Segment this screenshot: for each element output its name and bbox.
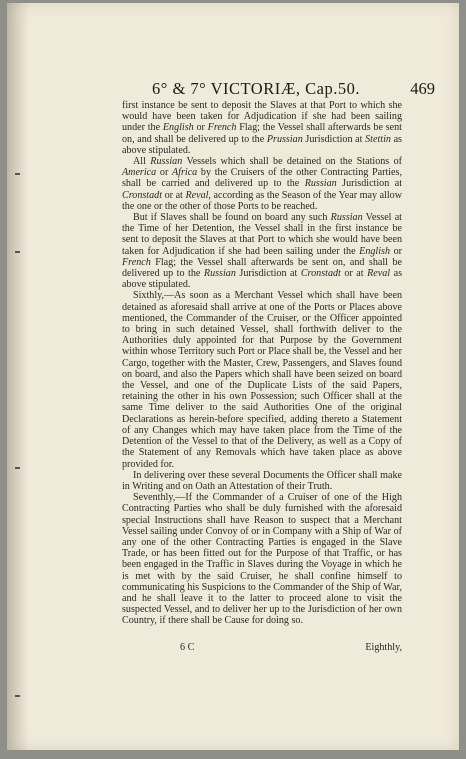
paragraph: Seventhly,—If the Commander of a Cruiser of one of the High Contracting Parties who shall be duly furnished with the aforesaid special Instructions shall have Reason to suspect that a Merchant Vessel sailing under Convoy of or in Company with a Ship of War of any one of the other Contracting Parties is engaged in the Slave Trade, or has been fitted out for the Purpose of that Traffic, or has been engaged in the Traffic in Slaves during the Voyage in which he is met with by the said Cruiser, he shall confine himself to communicating his Suspicions to the Commander of the Ship of War, and he shall leave it to the latter to proceed alone to visit the suspected Vessel, and to deliver her up to the Jurisdiction of her own Country, if there shall be Cause for doing so. — [122, 492, 402, 627]
margin-mark — [15, 251, 20, 253]
paragraph: But if Slaves shall be found on board any such Russian Vessel at the Time of her Detention, the Vessel shall in the first instance be sent to deposit the Slaves at that Port to which she would have been taken for Adjudication if she had been sailing under the English or French Flag; the Vessel shall afterwards be sent on, and shall be delivered up to the Russian Jurisdiction at Cronstadt or at Reval as above stipulated. — [122, 212, 403, 291]
running-title: 6° & 7° VICTORIÆ, Cap.50. — [152, 79, 360, 98]
catchword: Eighthly, — [365, 642, 402, 653]
page-number: 469 — [410, 79, 435, 98]
margin-mark — [15, 173, 20, 175]
margin-mark — [15, 695, 20, 697]
paragraph: first instance be sent to deposit the Slaves at that Port to which she would have been taken for Adjudication if she had been sailing under the English or French Flag; the Vessel shall afterwards be sent on, and shall be delivered up to the Prussian Jurisdiction at Stettin as above stipulated. — [122, 100, 402, 156]
paragraph: Sixthly,—As soon as a Merchant Vessel which shall have been detained as aforesaid shall arrive at one of the Ports or Places above mentioned, the Commander of the Cruiser, or the Officer appointed to bring in such detained Vessel, shall forthwith deliver to the Authorities duly appointed for that Purpose by the Government within whose Territory such Port or Place shall be, the Vessel and her Cargo, together with the Master, Crew, Passengers, and Slaves found on board, and also the Papers which shall have been seized on board the Vessel, and one of the Duplicate Lists of the said Papers, retaining the other in his own Possession; such Officer shall at the same Time deliver to the said Authorities One of the original Declarations as herein-before specified, adding thereto a Statement of any Changes which may have taken place from the Time of the Detention of the Vessel to that of the Delivery, as well as a Copy of the Statement of any Removals which have taken place as above provided for. — [122, 290, 402, 470]
printer-signature-mark: 6 C — [180, 642, 195, 653]
binding-shadow — [7, 3, 29, 750]
paragraph: In delivering over these several Documents the Officer shall make in Writing and on Oath an Attestation of their Truth. — [122, 469, 402, 492]
paragraph: All Russian Vessels which shall be detained on the Stations of America or Africa by the Cruisers of the other Contracting Parties, shall be carried and delivered up to the Russian Jurisdiction at Cronstadt or at Reval, according as the Season of the Year may allow the one or the other of those Ports to be reached. — [122, 156, 402, 212]
page-header — [152, 79, 439, 101]
document-page — [7, 3, 459, 750]
body-text — [122, 100, 402, 627]
margin-mark — [15, 467, 20, 469]
